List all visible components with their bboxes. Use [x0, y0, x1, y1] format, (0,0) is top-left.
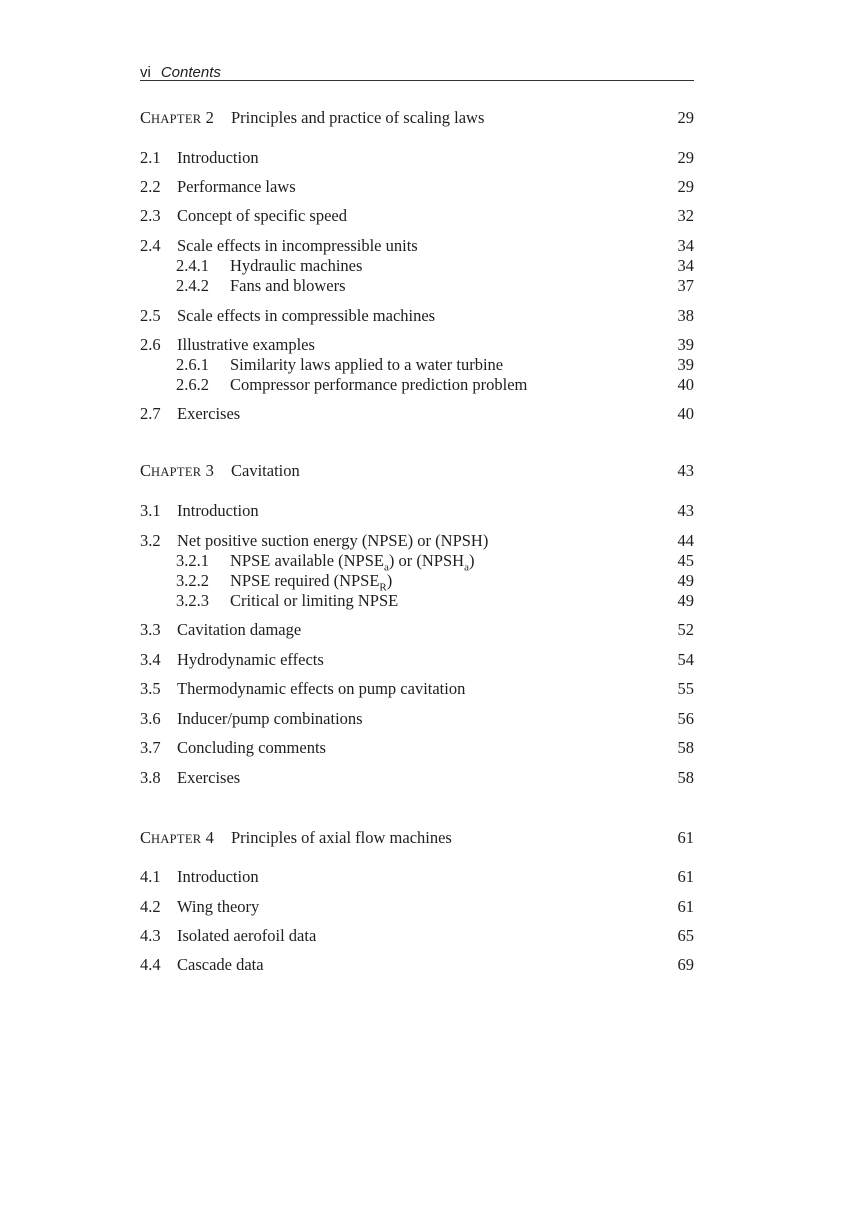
chapter-heading [140, 108, 694, 128]
toc-entry: 2.6 Illustrative examples 39 [140, 335, 694, 354]
toc-entry: 3.7 Concluding comments 58 [140, 738, 694, 757]
toc-subentry: 2.6.2 Compressor performance prediction problem 40 [176, 375, 694, 394]
chapter-label: CHAPTER 3 [140, 461, 214, 480]
toc-subentry: 2.4.1 Hydraulic machines 34 [176, 256, 694, 275]
chapter-heading [140, 828, 694, 848]
running-title: Contents [160, 64, 221, 81]
chapter-title: Principles and practice of scaling laws [231, 108, 485, 127]
toc-entry: 3.8 Exercises 58 [140, 768, 694, 787]
chapter-label: CHAPTER 4 [140, 828, 214, 847]
toc-entry: 4.1 Introduction 61 [140, 867, 694, 886]
header-rule [140, 80, 694, 81]
toc-subentry: 3.2.2 NPSE required $(NPSE_R)$ 49 [176, 571, 694, 594]
toc-entry: 3.3 Cavitation damage 52 [140, 620, 694, 639]
toc-entry: 2.3 Concept of specific speed 32 [140, 206, 694, 225]
toc-entry: 4.3 Isolated aerofoil data 65 [140, 926, 694, 945]
toc-entry: 3.1 Introduction 43 [140, 501, 694, 520]
toc-entry: 3.4 Hydrodynamic effects 54 [140, 650, 694, 669]
page-ref: 29 [677, 108, 694, 127]
page-number: vi [140, 64, 151, 81]
toc-entry: 2.7 Exercises 40 [140, 404, 694, 423]
chapter-title: Principles of axial flow machines [231, 828, 452, 847]
toc-entry: 3.2 Net positive suction energy (NPSE) or (NPSH) 44 [140, 531, 694, 550]
page-ref: 43 [677, 461, 694, 480]
chapter-label: CHAPTER 2 [140, 108, 214, 127]
toc-entry: 4.4 Cascade data 69 [140, 955, 694, 974]
toc-entry: 2.4 Scale effects in incompressible units 34 [140, 236, 694, 255]
toc-entry: 2.2 Performance laws 29 [140, 177, 694, 196]
toc-entry: 2.1 Introduction 29 [140, 148, 694, 167]
toc-entry: 4.2 Wing theory 61 [140, 897, 694, 916]
toc-entry: 3.5 Thermodynamic effects on pump cavitation 55 [140, 679, 694, 698]
chapter-title: Cavitation [231, 461, 300, 480]
toc-subentry: 2.4.2 Fans and blowers 37 [176, 276, 694, 295]
toc-subentry: 3.2.1 NPSE available $(NPSE_a)$ or $(NPSH_a)$ 45 [176, 551, 694, 574]
toc-subentry: 2.6.1 Similarity laws applied to a water turbine 39 [176, 355, 694, 374]
chapter-heading [140, 461, 694, 481]
running-header [140, 64, 694, 84]
toc-subentry: 3.2.3 Critical or limiting NPSE 49 [176, 591, 694, 610]
toc-entry: 2.5 Scale effects in compressible machines 38 [140, 306, 694, 325]
toc-entry: 3.6 Inducer/pump combinations 56 [140, 709, 694, 728]
page-ref: 61 [677, 828, 694, 847]
